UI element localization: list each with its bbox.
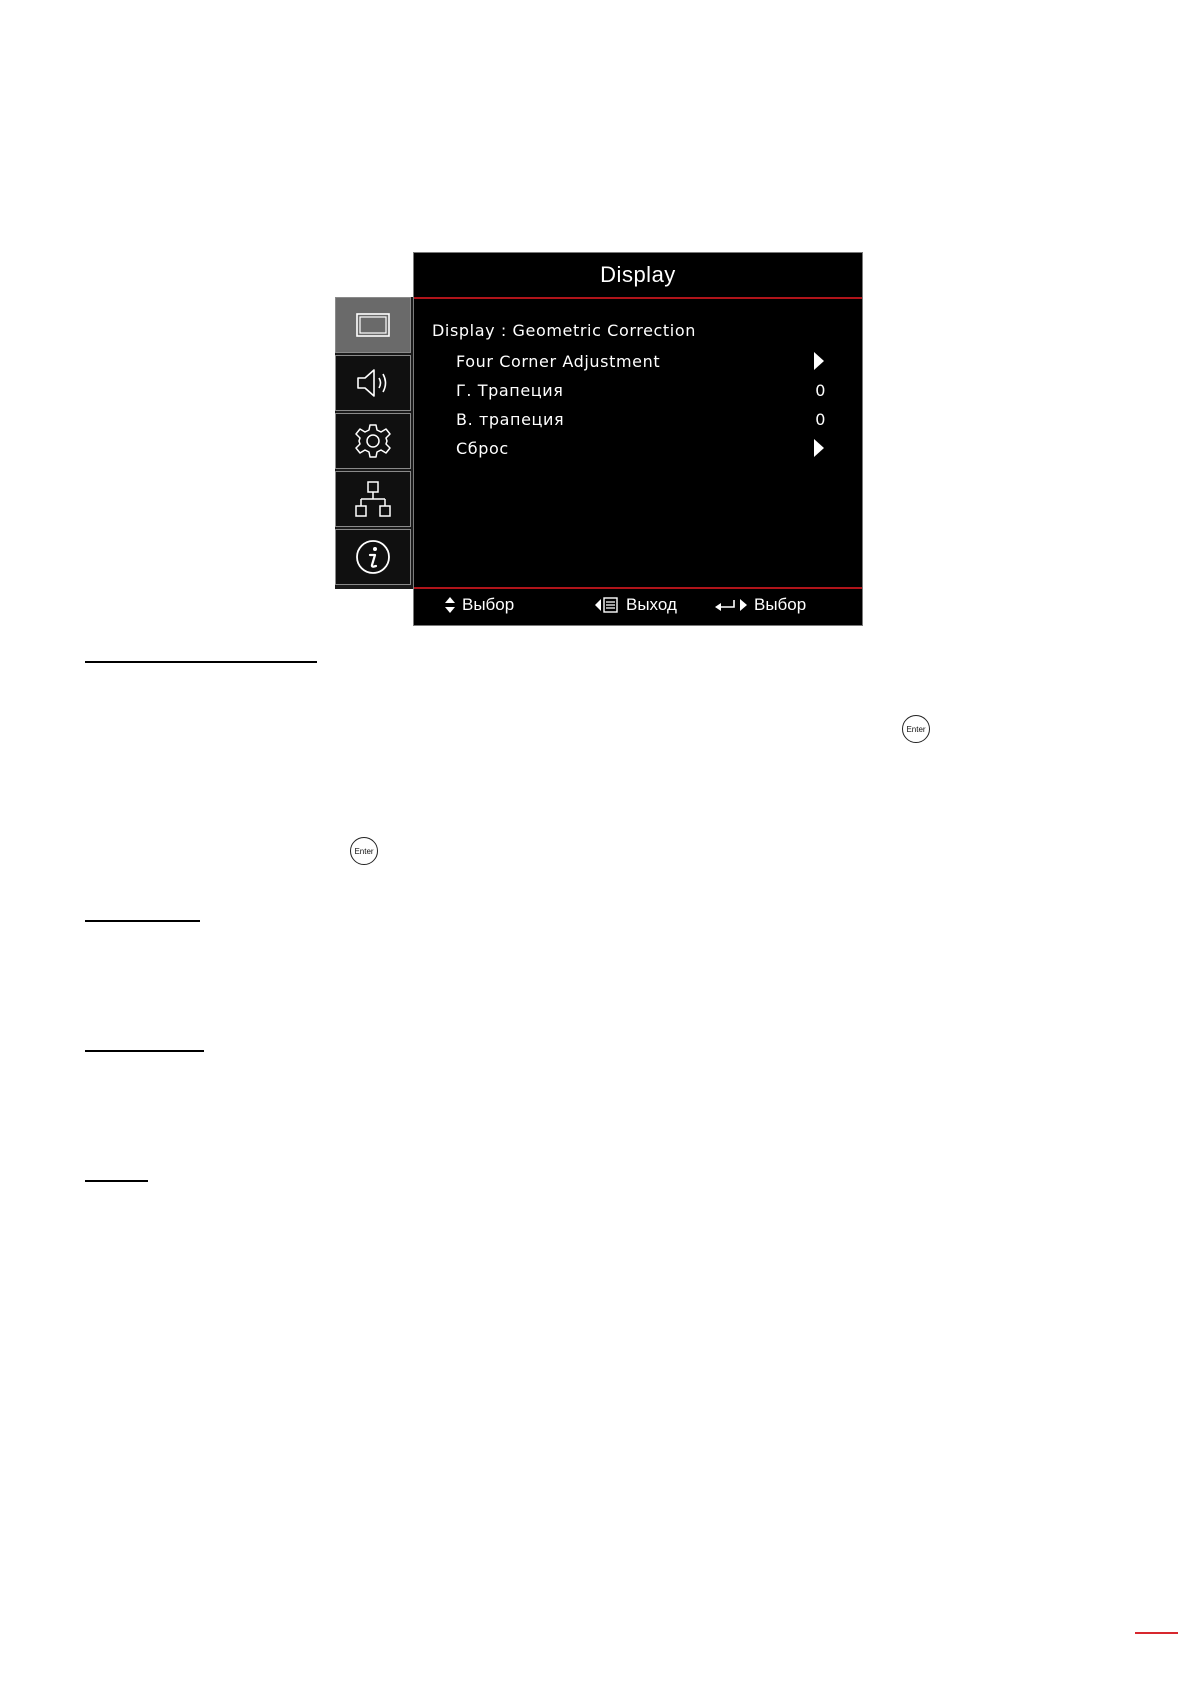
enter-return-icon	[714, 596, 748, 614]
heading-h-keystone	[85, 900, 200, 922]
page-number-marker	[1135, 1632, 1178, 1634]
audio-icon	[353, 363, 393, 403]
footer-select-hint	[444, 595, 514, 615]
heading-four-corner-adjustment	[85, 641, 317, 663]
settings-gear-icon	[353, 421, 393, 461]
enter-button-icon: Enter	[902, 715, 930, 743]
heading-v-keystone	[85, 1030, 204, 1052]
osd-footer	[414, 587, 862, 625]
menu-item-h-keystone[interactable]	[456, 377, 826, 403]
enter-button-icon: Enter	[350, 837, 378, 865]
menu-item-reset[interactable]	[456, 435, 826, 461]
info-icon	[353, 537, 393, 577]
tab-settings[interactable]	[335, 413, 411, 469]
menu-item-label: В. трапеция	[456, 409, 565, 429]
osd-body	[414, 299, 862, 541]
menu-item-value: 0	[815, 380, 826, 400]
footer-enter-label: Выбор	[754, 595, 807, 614]
footer-exit-label: Выход	[626, 595, 677, 614]
menu-item-label: Г. Трапеция	[456, 380, 564, 400]
tab-audio[interactable]	[335, 355, 411, 411]
menu-back-icon	[594, 596, 620, 614]
menu-item-four-corner-adjustment[interactable]	[456, 348, 826, 374]
network-icon	[353, 479, 393, 519]
up-down-arrow-icon	[444, 596, 456, 614]
tab-network[interactable]	[335, 471, 411, 527]
menu-item-label: Сброс	[456, 438, 509, 458]
osd-title: Display	[414, 253, 862, 299]
display-icon	[353, 305, 393, 345]
tab-info[interactable]	[335, 529, 411, 585]
footer-enter-hint	[714, 595, 806, 615]
footer-select-label: Выбор	[462, 595, 515, 614]
menu-item-value: 0	[815, 409, 826, 429]
osd-sidebar	[335, 297, 413, 589]
footer-exit-hint	[594, 595, 677, 615]
osd-section-title: Display : Geometric Correction	[432, 321, 696, 340]
osd-menu-panel	[413, 252, 863, 626]
heading-reset	[85, 1160, 148, 1182]
submenu-arrow-icon	[814, 439, 824, 457]
menu-item-label: Four Corner Adjustment	[456, 351, 661, 371]
menu-item-v-keystone[interactable]	[456, 406, 826, 432]
tab-display[interactable]	[335, 297, 411, 353]
submenu-arrow-icon	[814, 352, 824, 370]
